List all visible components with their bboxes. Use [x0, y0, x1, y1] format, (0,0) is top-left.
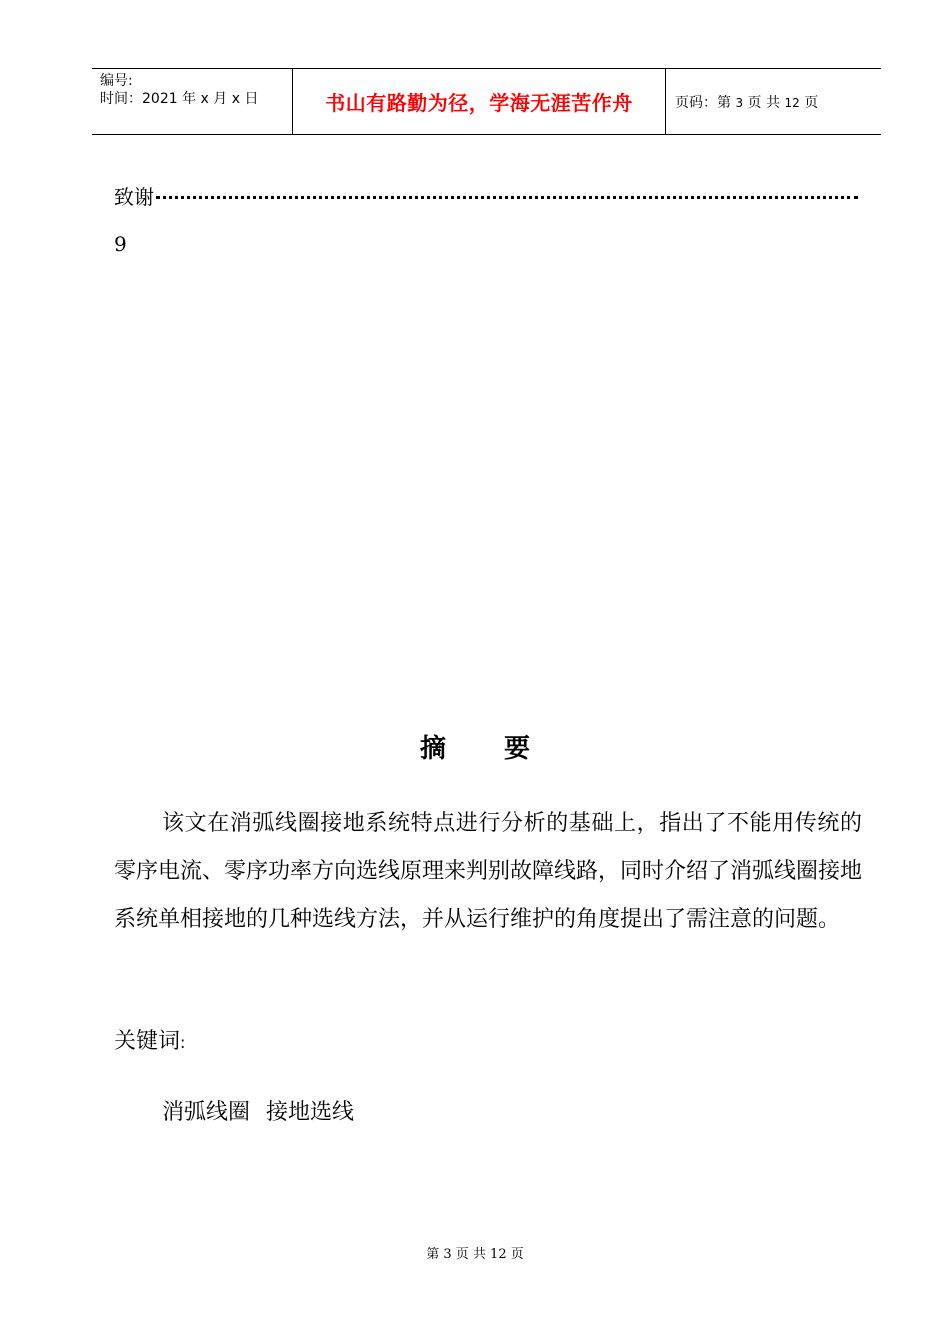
header-page-cell — [666, 69, 881, 134]
page-code-mid: 页 共 — [747, 94, 780, 111]
page-code-suffix: 页 — [804, 94, 819, 111]
abstract-heading-right: 要 — [504, 734, 531, 764]
abstract-body: 该文在消弧线圈接地系统特点进行分析的基础上，指出了不能用传统的零序电流、零序功率方向选线原理来判别故障线路，同时介绍了消弧线圈接地系统单相接地的几种选线方法，并从运行维护的角度提出了需注意的问题。 — [114, 811, 863, 932]
toc-leader-dots — [156, 196, 858, 199]
document-time: 时间：2021 年 x 月 x 日 — [100, 91, 259, 107]
abstract-heading — [0, 733, 950, 765]
keyword-item: 接地选线 — [266, 1100, 355, 1125]
header-motto: 书山有路勤为径，学海无涯苦作舟 — [325, 91, 633, 115]
keywords-list — [162, 1098, 354, 1128]
header-motto-cell — [293, 69, 666, 134]
page-header — [92, 68, 881, 135]
document-number-label: 编号: — [100, 73, 133, 89]
header-page-code — [675, 92, 818, 112]
toc-entry-acknowledgements[interactable] — [114, 180, 858, 210]
keyword-item: 消弧线圈 — [162, 1100, 251, 1125]
page-code-prefix: 页码：第 — [675, 94, 731, 111]
page-footer: 第 3 页 共 12 页 — [426, 1247, 524, 1262]
keywords-heading — [114, 1027, 185, 1058]
page-code-current: 3 — [735, 95, 744, 110]
abstract-heading-left: 摘 — [419, 734, 446, 764]
keywords-label: 关键词 — [114, 1029, 181, 1054]
keywords-colon: : — [180, 1033, 186, 1052]
toc-entry-page-number: 9 — [114, 232, 127, 256]
header-meta-cell — [92, 69, 293, 134]
page-code-total: 12 — [784, 95, 800, 110]
toc-entry-title: 致谢 — [114, 185, 154, 209]
